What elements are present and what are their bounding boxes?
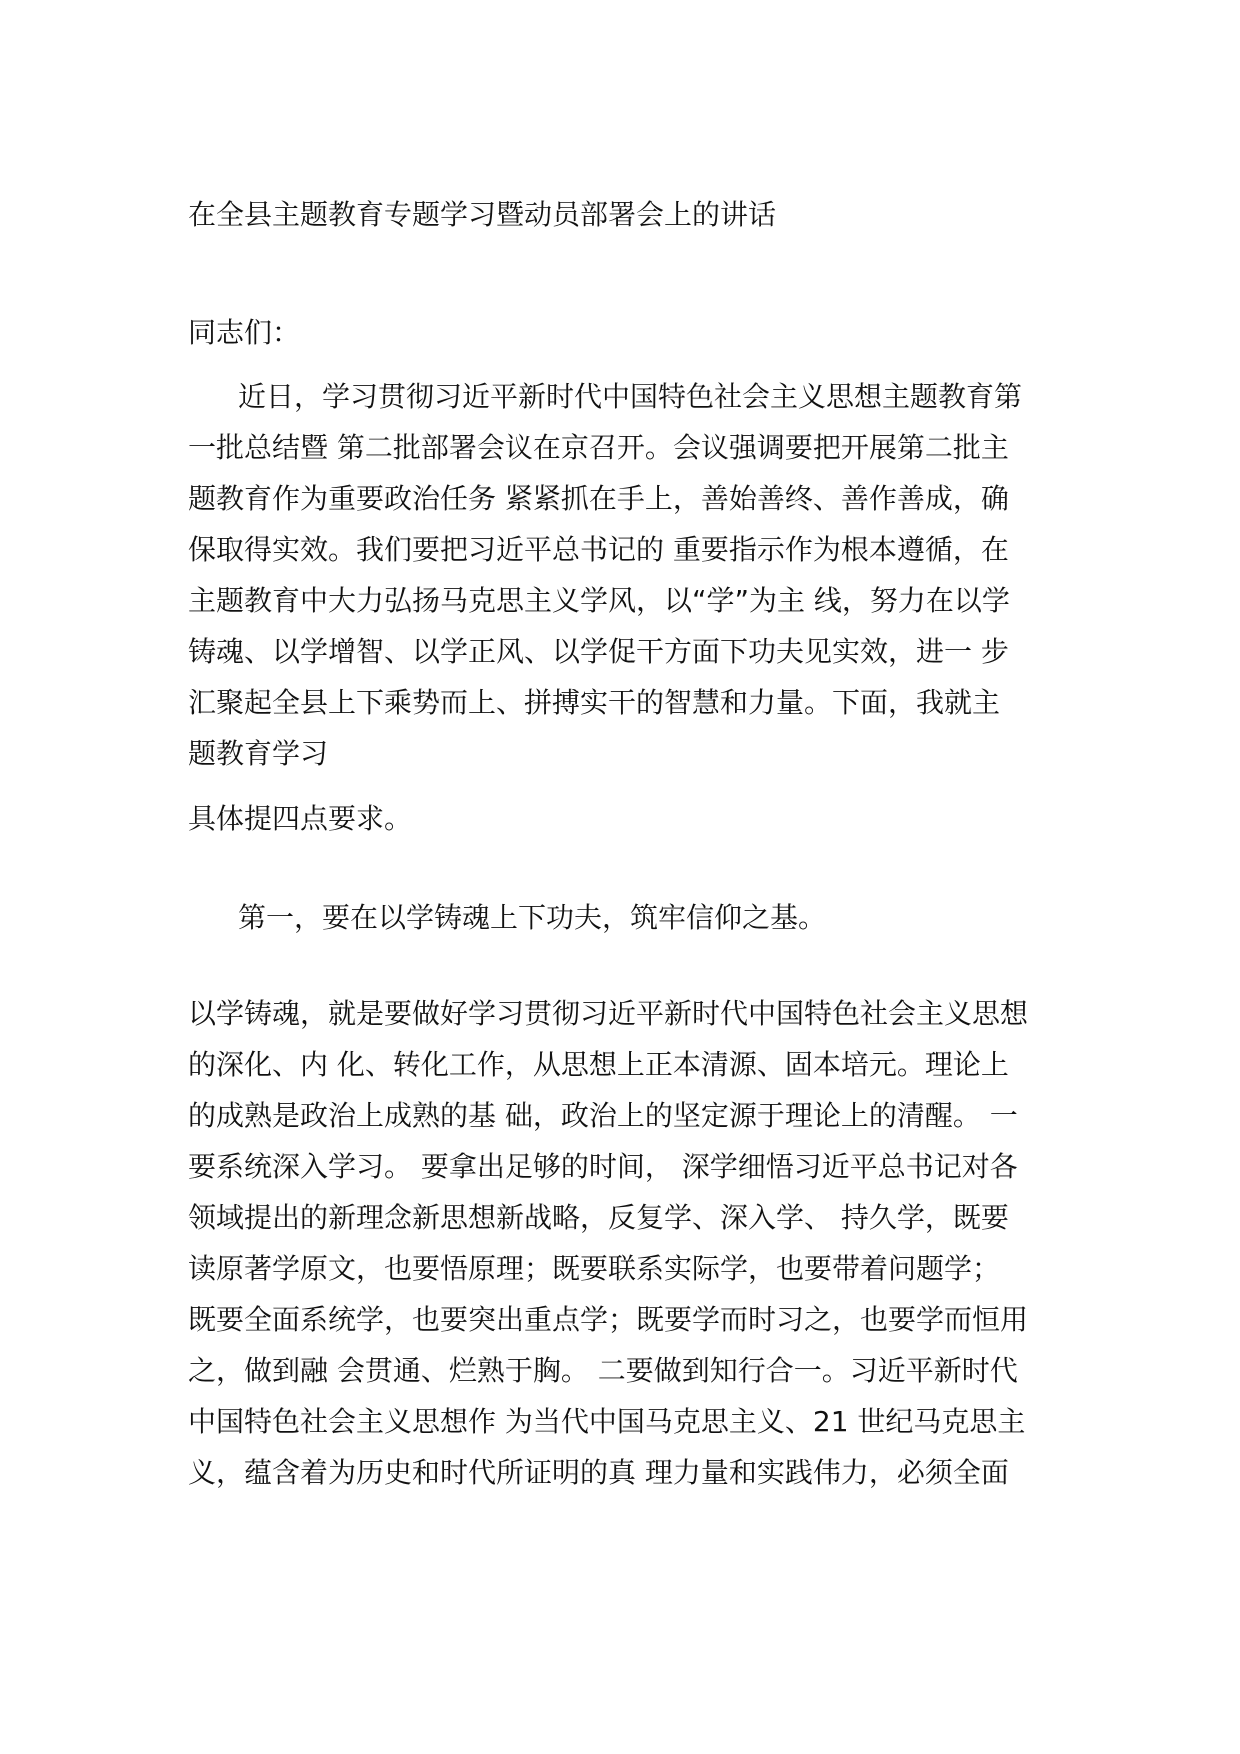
section-heading: 第一，要在以学铸魂上下功夫，筑牢信仰之基。 (238, 901, 827, 934)
paragraph-line: 题教育学习 (188, 737, 329, 770)
paragraph-line: 以学铸魂，就是要做好学习贯彻习近平新时代中国特色社会主义思想 (188, 997, 1029, 1030)
paragraph-line: 的深化、内 化、转化工作，从思想上正本清源、固本培元。理论上 (188, 1048, 1009, 1081)
salutation: 同志们： (188, 316, 301, 349)
paragraph-line: 既要全面系统学，也要突出重点学；既要学而时习之，也要学而恒用 (188, 1303, 1029, 1336)
paragraph-line: 铸魂、以学增智、以学正风、以学促干方面下功夫见实效，进一 步 (188, 635, 1009, 668)
paragraph-line: 具体提四点要求。 (188, 802, 413, 835)
document-title: 在全县主题教育专题学习暨动员部署会上的讲话 (188, 198, 777, 231)
paragraph-line: 题教育作为重要政治任务 紧紧抓在手上，善始善终、善作善成，确 (188, 482, 1009, 515)
paragraph-line: 的成熟是政治上成熟的基 础，政治上的坚定源于理论上的清醒。 一 (188, 1099, 1018, 1132)
paragraph-line: 一批总结暨 第二批部署会议在京召开。会议强调要把开展第二批主 (188, 431, 1009, 464)
paragraph-line: 汇聚起全县上下乘势而上、拼搏实干的智慧和力量。下面，我就主 (188, 686, 1001, 719)
paragraph-line: 读原著学原文，也要悟原理；既要联系实际学，也要带着问题学； (188, 1252, 1001, 1285)
paragraph-line: 义，蕴含着为历史和时代所证明的真 理力量和实践伟力，必须全面 (188, 1456, 1009, 1489)
paragraph-line: 近日，学习贯彻习近平新时代中国特色社会主义思想主题教育第 (238, 380, 1023, 413)
paragraph-line: 主题教育中大力弘扬马克思主义学风，以“学”为主 线，努力在以学 (188, 584, 1010, 617)
paragraph-line: 要系统深入学习。 要拿出足够的时间， 深学细悟习近平总书记对各 (188, 1150, 1018, 1183)
paragraph-line: 之，做到融 会贯通、烂熟于胸。 二要做到知行合一。习近平新时代 (188, 1354, 1018, 1387)
paragraph-line: 中国特色社会主义思想作 为当代中国马克思主义、21 世纪马克思主 (188, 1405, 1026, 1438)
paragraph-line: 领域提出的新理念新思想新战略，反复学、深入学、 持久学，既要 (188, 1201, 1009, 1234)
paragraph-line: 保取得实效。我们要把习近平总书记的 重要指示作为根本遵循，在 (188, 533, 1009, 566)
